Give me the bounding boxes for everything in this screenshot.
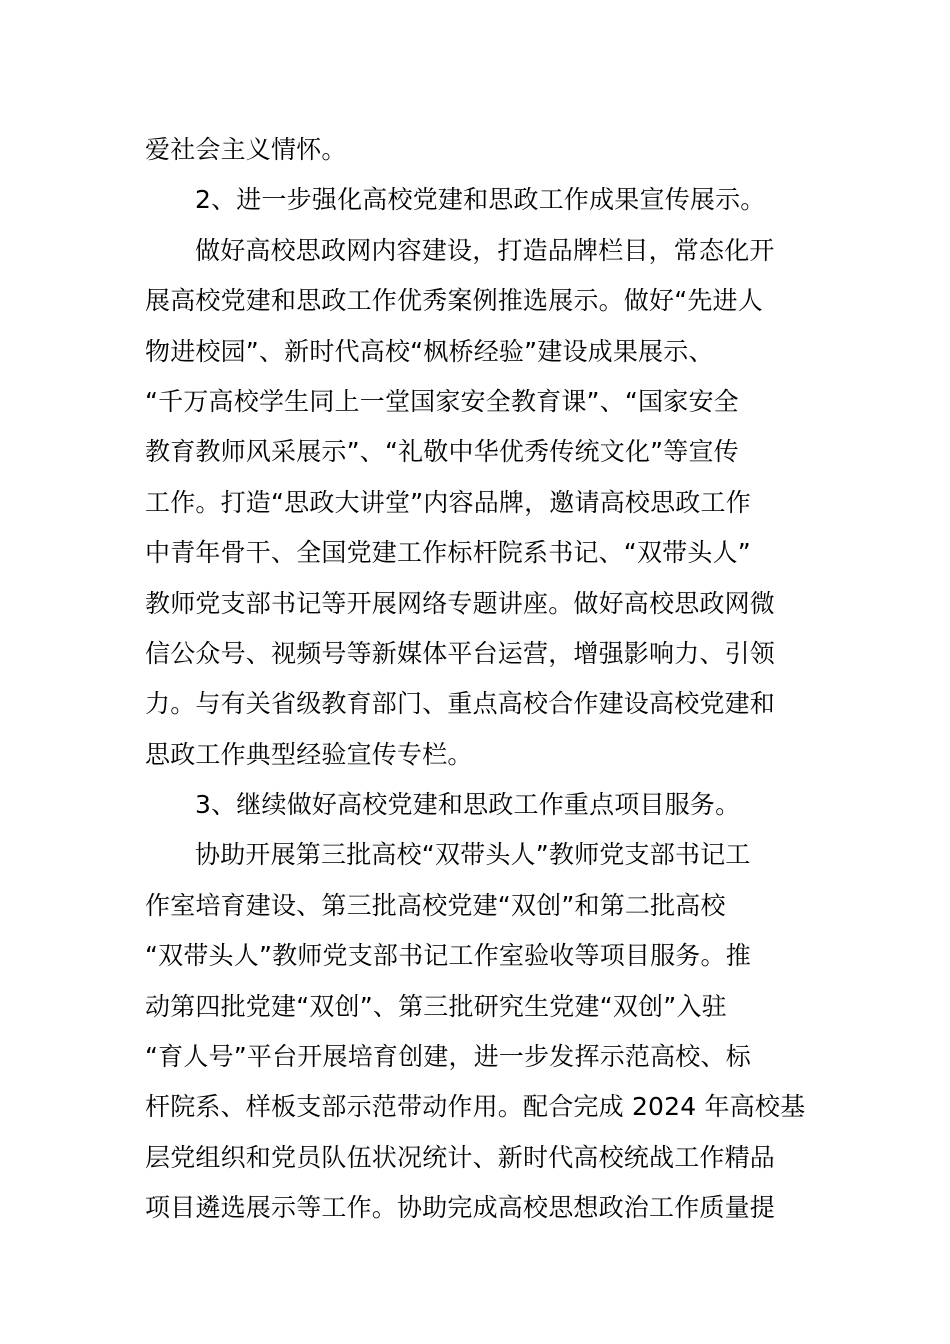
text-line: 展高校党建和思政工作优秀案例推选展示。做好“先进人	[145, 286, 763, 316]
text-line: 工作。打造“思政大讲堂”内容品牌，邀请高校思政工作	[145, 487, 751, 517]
text-line: 爱社会主义情怀。	[145, 135, 347, 164]
section-heading: 2、进一步强化高校党建和思政工作成果宣传展示。	[195, 185, 766, 215]
document-body	[145, 125, 810, 1234]
text-line: 教师党支部书记等开展网络专题讲座。做好高校思政网微	[145, 588, 776, 618]
text-line: 作室培育建设、第三批高校党建“双创”和第二批高校	[145, 890, 726, 920]
text-line: 物进校园”、新时代高校“枫桥经验”建设成果展示、	[145, 336, 714, 366]
text-line: 教育教师风采展示”、“礼敬中华优秀传统文化”等宣传	[145, 437, 739, 467]
text-line: “双带头人”教师党支部书记工作室验收等项目服务。推	[145, 941, 751, 971]
text-line: 层党组织和党员队伍状况统计、新时代高校统战工作精品	[145, 1142, 776, 1172]
text-line: 项目遴选展示等工作。协助完成高校思想政治工作质量提	[145, 1193, 776, 1223]
text-line: 做好高校思政网内容建设，打造品牌栏目，常态化开	[195, 235, 775, 265]
text-line: 动第四批党建“双创”、第三批研究生党建“双创”入驻	[145, 991, 727, 1021]
text-line: 力。与有关省级教育部门、重点高校合作建设高校党建和	[145, 689, 776, 719]
text-line: 中青年骨干、全国党建工作标杆院系书记、“双带头人”	[145, 538, 751, 568]
text-line: “千万高校学生同上一堂国家安全教育课”、“国家安全	[145, 386, 739, 416]
text-line: 协助开展第三批高校“双带头人”教师党支部书记工	[195, 840, 751, 870]
text-line: “育人号”平台开展培育创建，进一步发挥示范高校、标	[145, 1042, 751, 1072]
text-line: 思政工作典型经验宣传专栏。	[145, 739, 473, 769]
text-line: 信公众号、视频号等新媒体平台运营，增强影响力、引领	[145, 638, 776, 668]
text-line: 杆院系、样板支部示范带动作用。配合完成 2024 年高校基	[145, 1092, 806, 1122]
section-heading: 3、继续做好高校党建和思政工作重点项目服务。	[195, 790, 741, 820]
